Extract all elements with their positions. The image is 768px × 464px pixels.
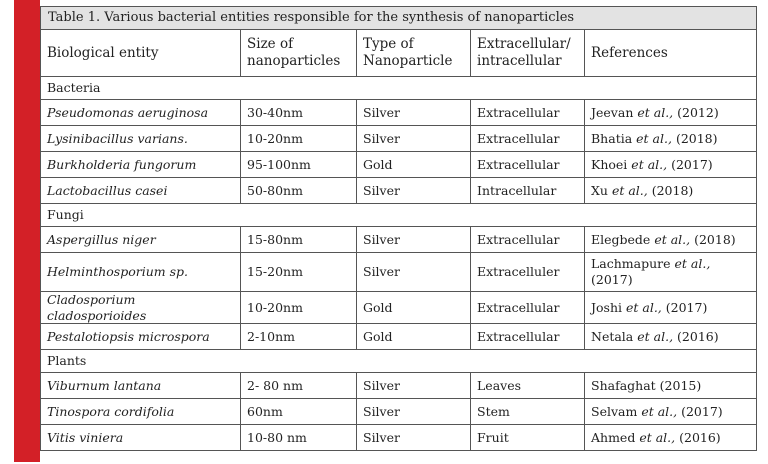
table-container <box>40 6 756 451</box>
ref-author: Netala <box>591 328 634 344</box>
header-location: Extracellular/ intracellular <box>471 30 585 77</box>
cell-reference <box>585 399 757 425</box>
cell-entity: Lactobacillus casei <box>41 178 241 204</box>
table-row <box>41 152 757 178</box>
table-row <box>41 227 757 253</box>
accent-bar <box>14 0 40 462</box>
cell-size: 30-40nm <box>241 100 357 126</box>
ref-author: Selvam <box>591 403 638 419</box>
cell-entity: Tinospora cordifolia <box>41 399 241 425</box>
table-row <box>41 324 757 350</box>
table-body <box>41 77 757 451</box>
ref-year: (2017) <box>671 156 713 172</box>
ref-etal: et al., <box>674 256 711 272</box>
ref-year: (2017) <box>591 272 633 287</box>
cell-type: Gold <box>357 292 471 324</box>
header-size: Size of nanoparticles <box>241 30 357 77</box>
header-type: Type of Nanoparticle <box>357 30 471 77</box>
ref-author: Xu <box>591 182 608 198</box>
ref-author: Jeevan <box>591 104 634 120</box>
cell-location: Intracellular <box>471 178 585 204</box>
cell-size: 15-80nm <box>241 227 357 253</box>
cell-size: 95-100nm <box>241 152 357 178</box>
group-label: Fungi <box>41 204 757 227</box>
cell-reference <box>585 425 757 451</box>
header-row <box>41 30 757 77</box>
ref-author: Joshi <box>591 299 622 315</box>
cell-type: Silver <box>357 253 471 292</box>
ref-etal: et al., <box>636 130 672 146</box>
cell-location: Extracellular <box>471 227 585 253</box>
cell-reference <box>585 227 757 253</box>
ref-year: (2012) <box>677 104 719 120</box>
cell-size: 15-20nm <box>241 253 357 292</box>
cell-location: Extracellular <box>471 100 585 126</box>
cell-size: 2- 80 nm <box>241 373 357 399</box>
ref-etal: et al., <box>654 231 691 247</box>
table-row <box>41 425 757 451</box>
cell-entity: Aspergillus niger <box>41 227 241 253</box>
cell-type: Silver <box>357 126 471 152</box>
nanoparticle-table <box>40 6 757 451</box>
cell-size: 50-80nm <box>241 178 357 204</box>
cell-location: Extracellular <box>471 324 585 350</box>
table-caption: Table 1. Various bacterial entities responsible for the synthesis of nanoparticles <box>41 7 757 30</box>
cell-type: Silver <box>357 373 471 399</box>
ref-author: Khoei <box>591 156 628 172</box>
group-row <box>41 77 757 100</box>
cell-type: Silver <box>357 100 471 126</box>
ref-year: (2016) <box>677 328 719 344</box>
cell-size: 60nm <box>241 399 357 425</box>
ref-author: Bhatia <box>591 130 633 146</box>
cell-location: Extracellular <box>471 126 585 152</box>
cell-entity: Pestalotiopsis microspora <box>41 324 241 350</box>
ref-etal: et al., <box>625 299 662 315</box>
ref-year: (2018) <box>675 130 718 146</box>
cell-entity: Viburnum lantana <box>41 373 241 399</box>
cell-type: Silver <box>357 399 471 425</box>
ref-author: Shafaghat <box>591 377 656 393</box>
cell-type: Gold <box>357 152 471 178</box>
ref-year: (2018) <box>651 182 694 198</box>
cell-reference <box>585 292 757 324</box>
ref-year: (2017) <box>665 299 708 315</box>
cell-entity: Helminthosporium sp. <box>41 253 241 292</box>
cell-reference <box>585 152 757 178</box>
cell-reference <box>585 100 757 126</box>
ref-etal: et al., <box>637 328 674 344</box>
cell-entity: Lysinibacillus varians. <box>41 126 241 152</box>
cell-reference <box>585 178 757 204</box>
cell-size: 10-20nm <box>241 126 357 152</box>
group-label: Plants <box>41 350 757 373</box>
cell-location: Stem <box>471 399 585 425</box>
table-row <box>41 100 757 126</box>
table-row <box>41 178 757 204</box>
cell-entity: Vitis viniera <box>41 425 241 451</box>
table-row <box>41 373 757 399</box>
group-row <box>41 204 757 227</box>
ref-year: (2018) <box>694 231 736 247</box>
cell-reference <box>585 126 757 152</box>
cell-location: Fruit <box>471 425 585 451</box>
table-row <box>41 399 757 425</box>
table-row <box>41 253 757 292</box>
cell-location: Extracelluler <box>471 253 585 292</box>
ref-year: (2015) <box>659 377 702 393</box>
ref-etal: et al., <box>611 182 648 198</box>
cell-location: Extracellular <box>471 152 585 178</box>
ref-author: Lachmapure <box>591 256 671 272</box>
group-row <box>41 350 757 373</box>
ref-etal: et al., <box>631 156 668 172</box>
ref-year: (2017) <box>681 403 723 419</box>
cell-entity: Pseudomonas aeruginosa <box>41 100 241 126</box>
cell-reference <box>585 324 757 350</box>
cell-type: Silver <box>357 425 471 451</box>
ref-author: Ahmed <box>591 429 636 445</box>
cell-reference <box>585 373 757 399</box>
cell-type: Silver <box>357 227 471 253</box>
cell-size: 10-80 nm <box>241 425 357 451</box>
cell-entity: Burkholderia fungorum <box>41 152 241 178</box>
ref-etal: et al., <box>639 429 676 445</box>
ref-year: (2016) <box>679 429 721 445</box>
cell-size: 2-10nm <box>241 324 357 350</box>
cell-size: 10-20nm <box>241 292 357 324</box>
header-entity: Biological entity <box>41 30 241 77</box>
group-label: Bacteria <box>41 77 757 100</box>
cell-type: Silver <box>357 178 471 204</box>
table-row <box>41 292 757 324</box>
ref-etal: et al., <box>641 403 678 419</box>
ref-author: Elegbede <box>591 231 651 247</box>
cell-location: Extracellular <box>471 292 585 324</box>
cell-type: Gold <box>357 324 471 350</box>
ref-etal: et al., <box>637 104 674 120</box>
cell-location: Leaves <box>471 373 585 399</box>
cell-reference <box>585 253 757 292</box>
header-references: References <box>585 30 757 77</box>
table-row <box>41 126 757 152</box>
cell-entity: Cladosporium cladosporioides <box>41 292 241 324</box>
